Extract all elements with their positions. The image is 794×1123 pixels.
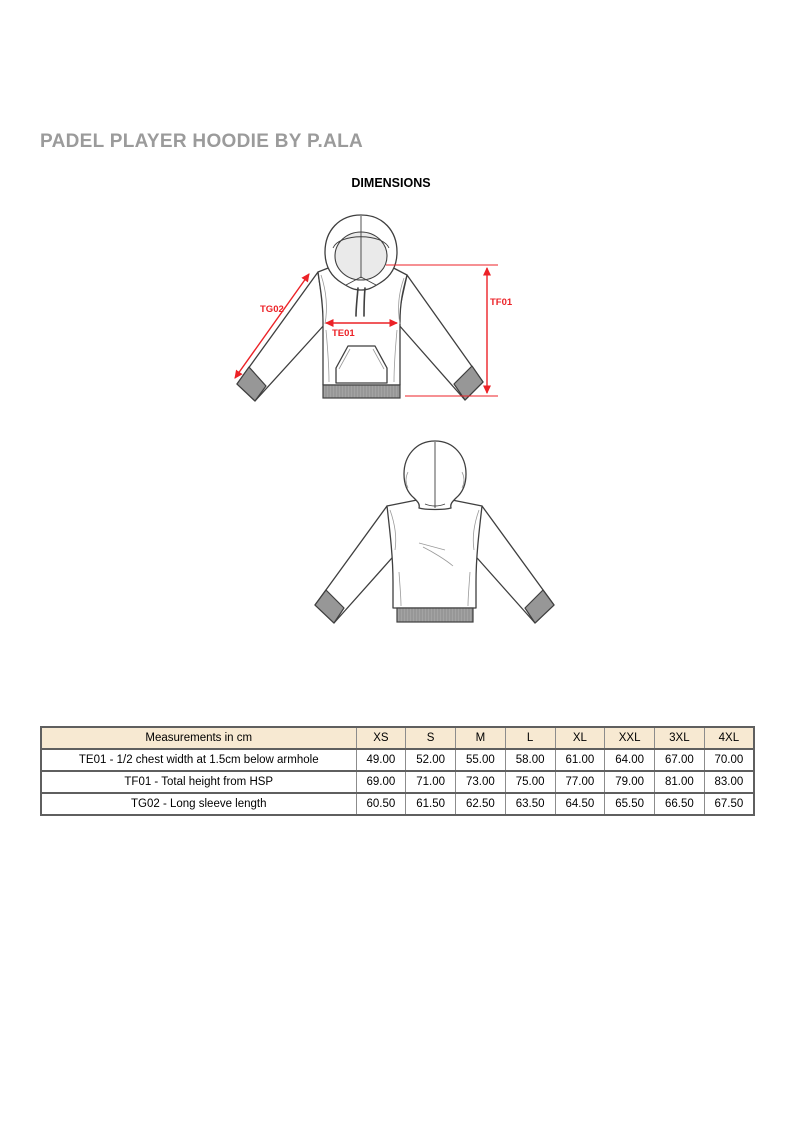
hoodie-front-diagram (220, 212, 520, 407)
col-header-size: XXL (605, 727, 655, 749)
measurement-value: 64.50 (555, 793, 605, 815)
measurement-value: 49.00 (356, 749, 406, 771)
measurement-value: 75.00 (505, 771, 555, 793)
measurement-label: TG02 - Long sleeve length (41, 793, 356, 815)
dimensions-heading: DIMENSIONS (351, 176, 431, 190)
page-title: PADEL PLAYER HOODIE BY P.ALA (40, 131, 364, 152)
col-header-size: XL (555, 727, 605, 749)
measurement-row (41, 749, 754, 771)
tg02-label: TG02 (260, 304, 284, 315)
col-header-size: XS (356, 727, 406, 749)
measurement-value: 58.00 (505, 749, 555, 771)
measurement-value: 64.00 (605, 749, 655, 771)
measurement-value: 70.00 (704, 749, 754, 771)
hoodie-back-diagram (300, 432, 560, 642)
col-header-size: 3XL (655, 727, 705, 749)
col-header-measurements: Measurements in cm (41, 727, 356, 749)
measurement-label: TF01 - Total height from HSP (41, 771, 356, 793)
measurement-row (41, 793, 754, 815)
measurement-value: 69.00 (356, 771, 406, 793)
measurement-value: 62.50 (456, 793, 506, 815)
measurement-value: 63.50 (505, 793, 555, 815)
te01-label: TE01 (332, 328, 355, 339)
col-header-size: L (505, 727, 555, 749)
measurements-table-body (41, 749, 754, 815)
measurement-value: 61.00 (555, 749, 605, 771)
measurement-value: 83.00 (704, 771, 754, 793)
header-row (41, 727, 754, 749)
measurement-value: 77.00 (555, 771, 605, 793)
measurement-value: 61.50 (406, 793, 456, 815)
measurement-value: 66.50 (655, 793, 705, 815)
col-header-size: 4XL (704, 727, 754, 749)
measurement-row (41, 771, 754, 793)
back-torso (387, 500, 482, 608)
measurement-value: 65.50 (605, 793, 655, 815)
measurement-value: 67.00 (655, 749, 705, 771)
measurement-value: 55.00 (456, 749, 506, 771)
measurement-value: 60.50 (356, 793, 406, 815)
front-hem-rib (323, 385, 400, 398)
measurement-value: 52.00 (406, 749, 456, 771)
measurement-value: 71.00 (406, 771, 456, 793)
measurements-table-head (41, 727, 754, 749)
col-header-size: M (456, 727, 506, 749)
measurements-table (40, 726, 755, 816)
measurement-value: 79.00 (605, 771, 655, 793)
tf01-label: TF01 (490, 297, 513, 308)
measurement-label: TE01 - 1/2 chest width at 1.5cm below armhole (41, 749, 356, 771)
back-hem-rib (397, 608, 473, 622)
col-header-size: S (406, 727, 456, 749)
measurement-value: 67.50 (704, 793, 754, 815)
measurement-value: 73.00 (456, 771, 506, 793)
measurement-value: 81.00 (655, 771, 705, 793)
